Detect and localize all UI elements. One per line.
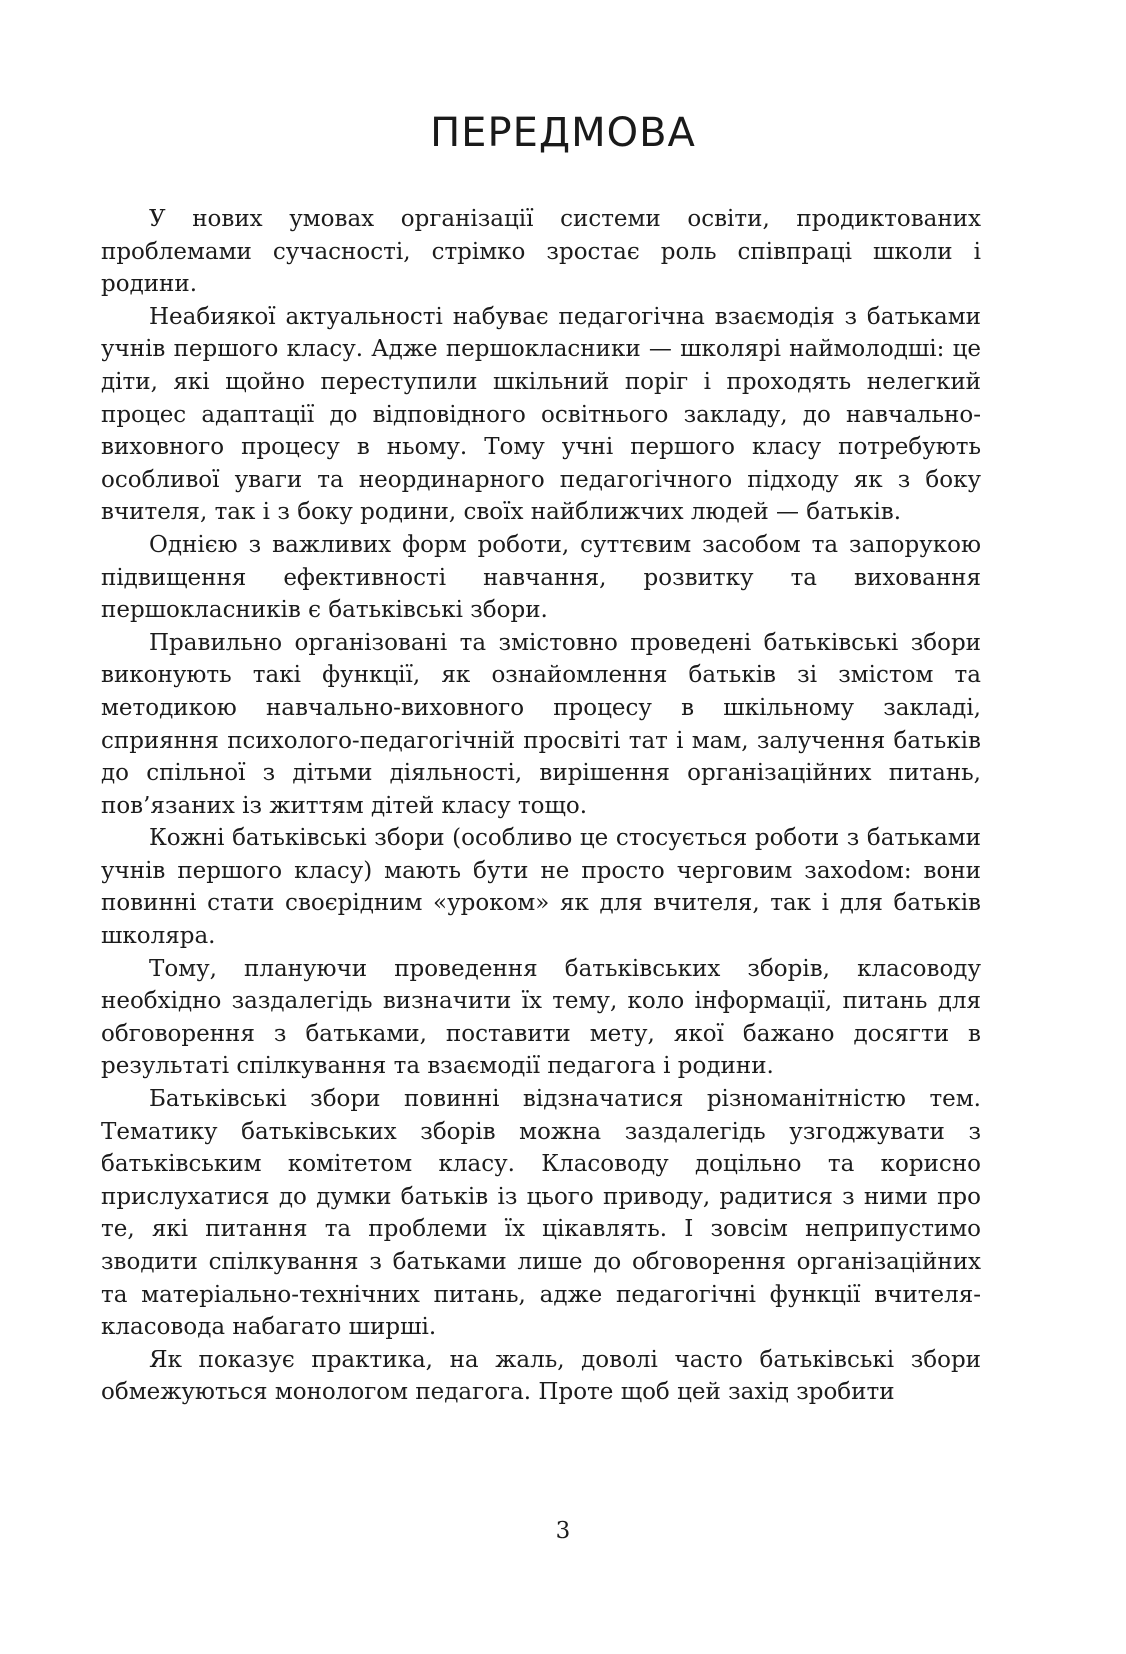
body-text bbox=[101, 203, 981, 1409]
page-title: ПЕРЕДМОВА bbox=[430, 110, 696, 156]
paragraph: Кожні батьківські збори (особливо це стосується роботи з батьками учнів першого класу) мають бути не просто черговим захоdом: вони повинні стати своєрідним «уроком» як для вчителя, так і для батьків школяра. bbox=[101, 825, 981, 950]
paragraph: Тому, плануючи проведення батьківських зборів, класоводу необхідно заздалегідь визначити їх тему, коло інформації, питань для обговорення з батьками, поставити мету, якої бажано досягти в результаті спілкування та взаємодії педагога і родини. bbox=[101, 955, 981, 1080]
page-number: 3 bbox=[555, 1518, 571, 1544]
paragraph: Правильно організовані та змістовно проведені батьківські збори виконують такі функції, як ознайомлення батьків зі змістом та методикою навчально-виховного процесу в шкільному закладі, сприяння психолого-педагогічній просвіті тат і мам, залучення батьків до спільної з дітьми діяльності, вирішення організаційних питань, пов’язаних із життям дітей класу тощо. bbox=[101, 629, 981, 819]
paragraph: Неабиякої актуальності набуває педагогічна взаємодія з батьками учнів першого класу. Адже першокласники — школярі наймолодші: це діти, які щойно переступили шкільний поріг і проходять нелегкий процес адаптації до відповідного освітнього закладу, до навчально-виховного процесу в ньому. Тому учні першого класу потребують особливої уваги та неординарного педагогічного підходу як з боку вчителя, так і з боку родини, своїх найближчих людей — батьків. bbox=[101, 303, 981, 526]
paragraph: Однією з важливих форм роботи, суттєвим засобом та запорукою підвищення ефективності навчання, розвитку та виховання першокласників є батьківські збори. bbox=[101, 531, 981, 624]
paragraph: У нових умовах організації системи освіти, продиктованих проблемами сучасності, стрімко зростає роль співпраці школи і родини. bbox=[101, 206, 981, 298]
paragraph: Батьківські збори повинні відзначатися різноманітністю тем. Тематику батьківських зборів можна заздалегідь узгоджувати з батьківським комітетом класу. Класоводу доцільно та корисно прислухатися до думки батьків із цього приводу, радитися з ними про те, які питання та проблеми їх цікавлять. І зовсім неприпустимо зводити спілкування з батьками лише до обговорення організаційних та матеріально-технічних питань, адже педагогічні функції вчителя-класовода набагато ширші. bbox=[101, 1086, 981, 1341]
paragraph: Як показує практика, на жаль, доволі часто батьківські збори обмежуються монологом педагога. Проте щоб цей захід зробити bbox=[101, 1346, 981, 1406]
